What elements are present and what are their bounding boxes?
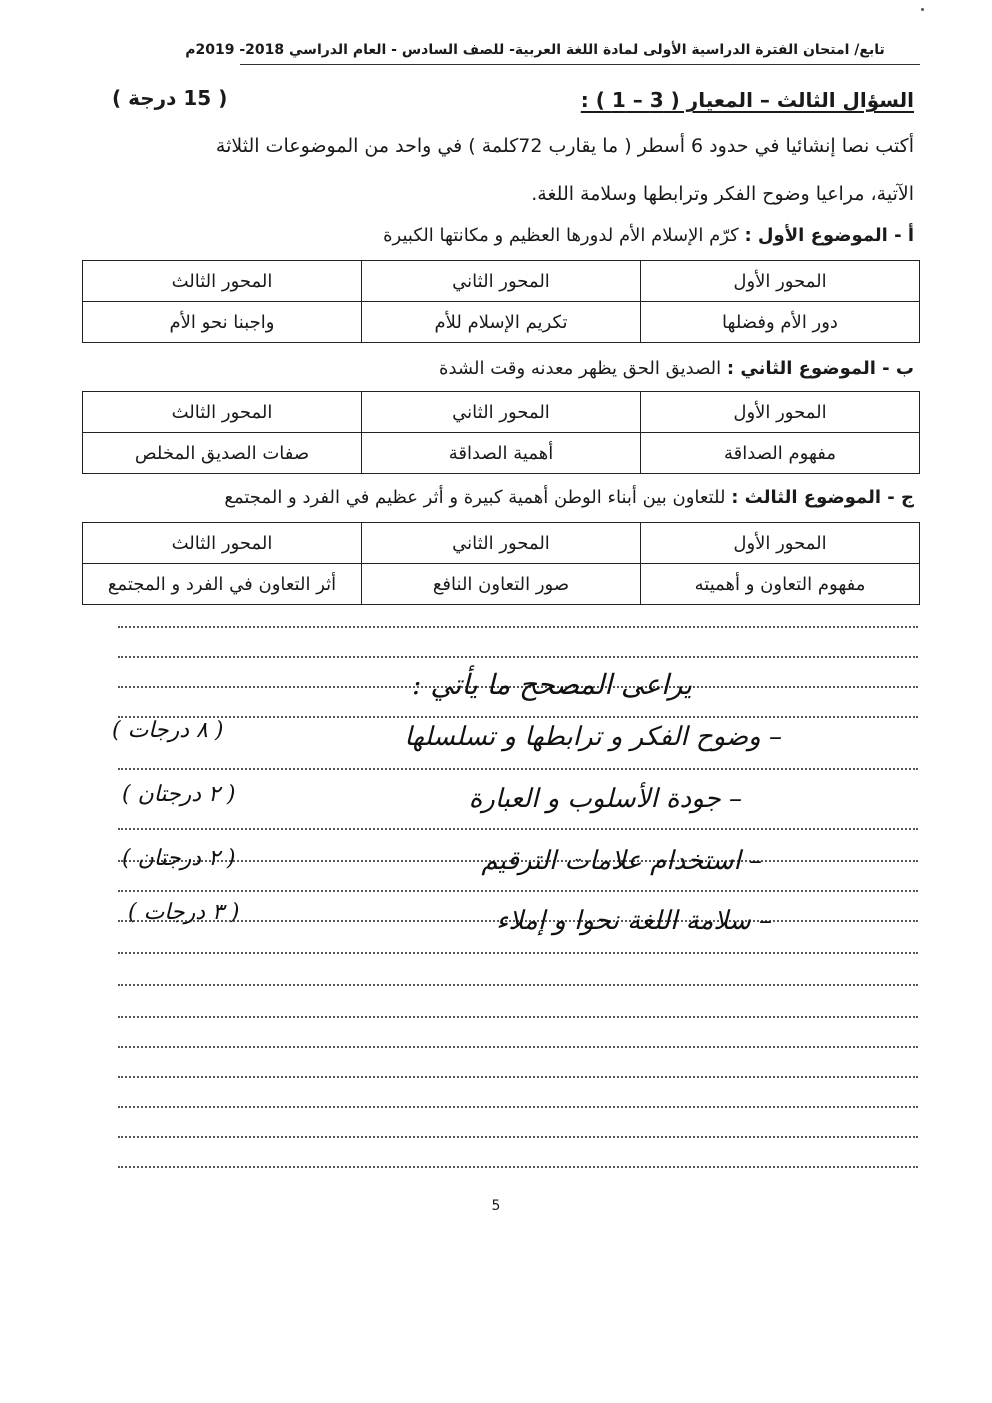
- handwritten-marks-1: ( ٨ درجات ): [112, 718, 224, 743]
- axis-value: مفهوم التعاون و أهميته: [641, 564, 920, 605]
- handwritten-marks-3: ( ٢ درجتان ): [122, 846, 236, 871]
- writing-line: [118, 1076, 918, 1078]
- axis-header: المحور الثاني: [362, 261, 641, 302]
- topic-1-table: [82, 260, 920, 343]
- axis-value: واجبنا نحو الأم: [83, 302, 362, 343]
- handwritten-marks-4: ( ٣ درجات ): [128, 900, 240, 925]
- scan-speck: [921, 8, 924, 11]
- writing-line: [118, 984, 918, 986]
- handwritten-marks-2: ( ٢ درجتان ): [122, 782, 236, 807]
- topic-2-text: الصديق الحق يظهر معدنه وقت الشدة: [439, 358, 722, 379]
- topic-3: [224, 487, 914, 508]
- topic-2: [439, 358, 914, 379]
- topic-1: [383, 225, 914, 246]
- handwritten-criterion-2: – جودة الأسلوب و العبارة: [468, 784, 742, 814]
- topic-1-label: أ - الموضوع الأول :: [744, 225, 914, 246]
- handwritten-intro: يراعى المصحح ما يأتي :: [411, 668, 692, 701]
- writing-line: [118, 626, 918, 628]
- writing-line: [118, 952, 918, 954]
- instruction-line-2: الآتية، مراعيا وضوح الفكر وترابطها وسلامة اللغة.: [531, 183, 914, 205]
- writing-line: [118, 1046, 918, 1048]
- axis-value: تكريم الإسلام للأم: [362, 302, 641, 343]
- exam-header: تابع/ امتحان الفترة الدراسية الأولى لمادة اللغة العربية- للصف السادس - العام الدراسي 2018- 2019م: [185, 42, 885, 58]
- page-number: 5: [491, 1198, 501, 1214]
- writing-line: [118, 890, 918, 892]
- axis-value: صفات الصديق المخلص: [83, 433, 362, 474]
- header-underline: [240, 64, 920, 65]
- instruction-line-1: أكتب نصا إنشائيا في حدود 6 أسطر ( ما يقارب 72كلمة ) في واحد من الموضوعات الثلاثة: [215, 135, 914, 157]
- axis-value: أثر التعاون في الفرد و المجتمع: [83, 564, 362, 605]
- writing-line: [118, 828, 918, 830]
- axis-header: المحور الأول: [641, 392, 920, 433]
- topic-2-label: ب - الموضوع الثاني :: [726, 358, 914, 379]
- writing-line: [118, 768, 918, 770]
- handwritten-criterion-3: – استخدام علامات الترقيم: [481, 846, 762, 876]
- axis-header: المحور الأول: [641, 261, 920, 302]
- axis-value: أهمية الصداقة: [362, 433, 641, 474]
- axis-value: دور الأم وفضلها: [641, 302, 920, 343]
- writing-line: [118, 656, 918, 658]
- writing-line: [118, 716, 918, 718]
- topic-2-table: [82, 391, 920, 474]
- question-marks: ( 15 درجة ): [112, 86, 228, 110]
- axis-value: صور التعاون النافع: [362, 564, 641, 605]
- topic-3-table: [82, 522, 920, 605]
- axis-header: المحور الثالث: [83, 523, 362, 564]
- axis-value: مفهوم الصداقة: [641, 433, 920, 474]
- writing-line: [118, 1106, 918, 1108]
- writing-line: [118, 1016, 918, 1018]
- topic-3-label: ج - الموضوع الثالث :: [731, 487, 914, 508]
- question-title: السؤال الثالث – المعيار ( 3 – 1 ) :: [580, 88, 914, 112]
- handwritten-criterion-1: – وضوح الفكر و ترابطها و تسلسلها: [404, 722, 782, 752]
- handwritten-criterion-4: – سلامة اللغة نحوا و إملاء: [496, 906, 772, 936]
- writing-line: [118, 1136, 918, 1138]
- axis-header: المحور الأول: [641, 523, 920, 564]
- writing-line: [118, 1166, 918, 1168]
- topic-1-text: كرّم الإسلام الأم لدورها العظيم و مكانتها الكبيرة: [383, 225, 739, 246]
- topic-3-text: للتعاون بين أبناء الوطن أهمية كبيرة و أثر عظيم في الفرد و المجتمع: [224, 487, 726, 508]
- axis-header: المحور الثالث: [83, 261, 362, 302]
- axis-header: المحور الثاني: [362, 392, 641, 433]
- axis-header: المحور الثاني: [362, 523, 641, 564]
- axis-header: المحور الثالث: [83, 392, 362, 433]
